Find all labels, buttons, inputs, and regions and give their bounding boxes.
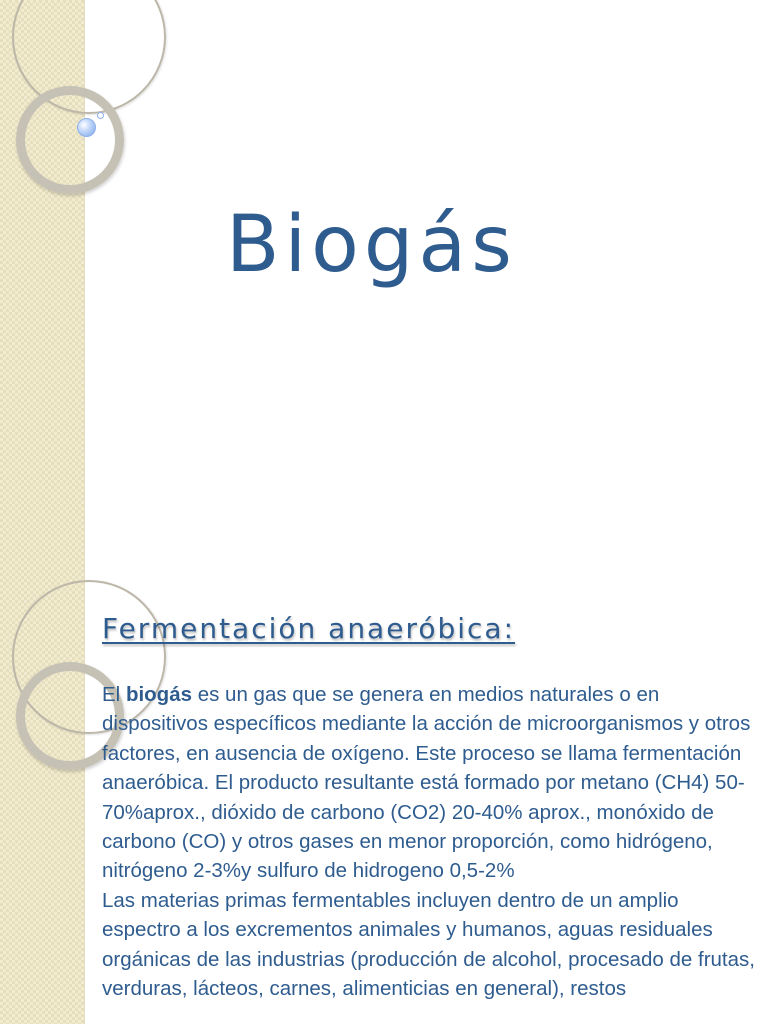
body-text	[102, 680, 762, 1003]
paragraph-1-lead: El	[102, 683, 126, 706]
decorative-ring-inner	[16, 86, 124, 194]
slide-title: Biogás	[226, 200, 517, 290]
paragraph-1-bold-term: biogás	[125, 683, 193, 706]
paragraph-2: Las materias primas fermentables incluyen dentro de un amplio espectro a los excrementos animales y humanos, aguas residuales orgánicas de las industrias (producción de alcohol, procesado de frutas, verduras, lácteos, carnes, alimenticias en general), restos	[102, 888, 755, 1001]
decorative-bubble-small	[97, 112, 104, 119]
decorative-bubble-large	[77, 118, 96, 137]
section-heading: Fermentación anaeróbica:	[102, 612, 516, 645]
paragraph-1-rest: es un gas que se genera en medios naturales o en dispositivos específicos mediante la acción de microorganismos y otros factores, en ausencia de oxígeno. Este proceso se llama fermentación anaeróbica. El producto resultante está formado por metano (CH4) 50-70%aprox., dióxido de carbono (CO2) 20-40% aprox., monóxido de carbono (CO) y otros gases en menor proporción, como hidrógeno, nitrógeno 2-3%y sulfuro de hidrogeno 0,5-2%	[102, 683, 751, 883]
paragraph-1	[102, 680, 762, 886]
